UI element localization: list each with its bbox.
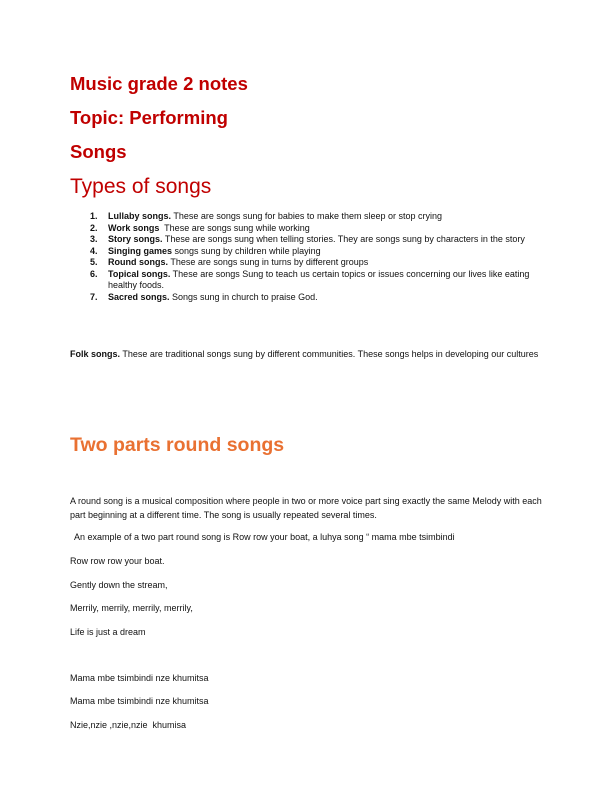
folk-term: Folk songs. bbox=[70, 349, 121, 359]
item-term: Lullaby songs. bbox=[108, 211, 172, 221]
item-number: 7. bbox=[90, 291, 98, 302]
item-number: 1. bbox=[90, 211, 98, 221]
item-number: 2. bbox=[90, 222, 98, 233]
item-number: 6. bbox=[90, 268, 98, 279]
list-item bbox=[70, 234, 550, 246]
lyric-line: Life is just a dream bbox=[70, 627, 146, 637]
list-item bbox=[70, 223, 550, 235]
item-text: These are songs sung for babies to make them sleep or stop crying bbox=[171, 211, 442, 221]
list-item bbox=[70, 269, 550, 292]
item-text: These are songs sung in turns by different groups bbox=[168, 257, 369, 267]
lyric-line: Merrily, merrily, merrily, merrily, bbox=[70, 603, 193, 613]
document-title: Music grade 2 notes bbox=[70, 73, 248, 94]
item-term: Story songs. bbox=[108, 234, 163, 244]
item-term: Round songs. bbox=[108, 257, 168, 267]
lyric-line: Mama mbe tsimbindi nze khumitsa bbox=[70, 673, 209, 683]
lyric-line: Gently down the stream, bbox=[70, 580, 168, 590]
lyric-line: Mama mbe tsimbindi nze khumitsa bbox=[70, 696, 209, 706]
lyric-line: Row row row your boat. bbox=[70, 556, 165, 566]
item-number: 3. bbox=[90, 234, 98, 244]
lyric-line: Nzie,nzie ,nzie,nzie khumisa bbox=[70, 720, 187, 730]
list-item bbox=[70, 292, 550, 304]
list-item bbox=[70, 211, 550, 223]
round-song-definition: A round song is a musical composition where people in two or more voice part sing exactly the same Melody with each part beginning at a different time. The song is usually repeated several times. bbox=[70, 496, 542, 520]
round-songs-heading: Two parts round songs bbox=[70, 434, 285, 456]
item-text: These are songs Sung to teach us certain topics or issues concerning our lives like eating healthy foods. bbox=[108, 268, 530, 290]
item-term: Sacred songs. bbox=[108, 291, 170, 302]
item-text: These are songs sung while working bbox=[159, 222, 310, 233]
example-text: An example of a two part round song is Row row your boat, a luhya song “ mama mbe tsimbindi bbox=[74, 532, 455, 542]
item-term: Topical songs. bbox=[108, 268, 171, 279]
item-term: Singing games bbox=[108, 245, 173, 256]
folk-text: These are traditional songs sung by different communities. These songs helps in developing our cultures bbox=[120, 349, 539, 359]
section-heading: Songs bbox=[70, 141, 127, 162]
topic-heading: Topic: Performing bbox=[70, 107, 228, 128]
item-text: These are songs sung when telling stories. They are songs sung by characters in the story bbox=[162, 234, 525, 244]
item-text: Songs sung in church to praise God. bbox=[169, 291, 318, 302]
item-term: Work songs bbox=[108, 222, 160, 233]
item-number: 4. bbox=[90, 245, 98, 256]
types-heading: Types of songs bbox=[70, 175, 212, 198]
list-item bbox=[70, 257, 550, 269]
list-item bbox=[70, 246, 550, 258]
folk-songs-paragraph bbox=[70, 348, 550, 361]
item-text: songs sung by children while playing bbox=[172, 245, 321, 256]
item-number: 5. bbox=[90, 257, 98, 267]
types-list bbox=[70, 211, 550, 303]
